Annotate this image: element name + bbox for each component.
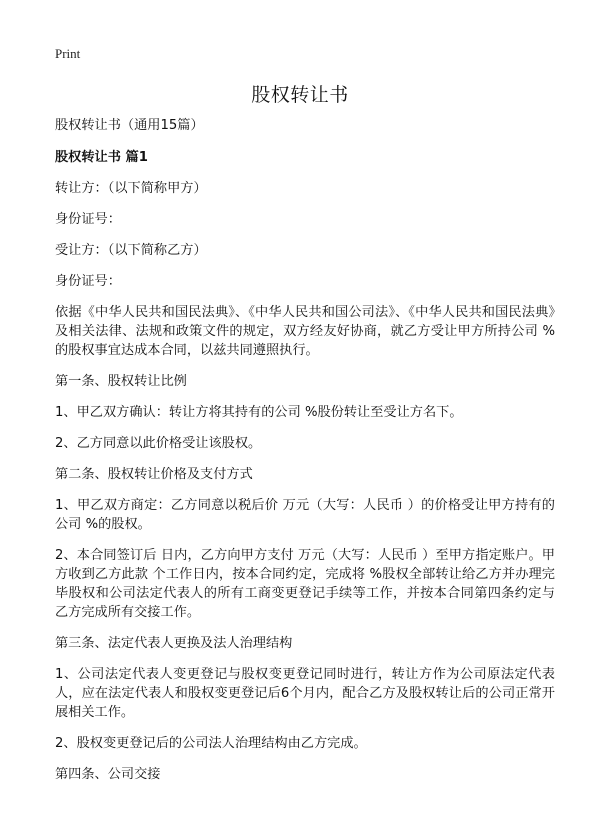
document-subtitle: 股权转让书（通用15篇） <box>55 118 204 133</box>
print-link[interactable]: Print <box>55 46 81 61</box>
transferor-id-field: 身份证号： <box>55 212 121 227</box>
transferor-field: 转让方：（以下简称甲方） <box>55 181 207 196</box>
document-body <box>55 116 555 796</box>
clause-paragraph: 2、乙方同意以此价格受让该股权。 <box>55 436 262 451</box>
article-heading: 第四条、公司交接 <box>55 767 161 782</box>
document-title: 股权转让书 <box>251 84 349 106</box>
clause-paragraph: 1、甲乙双方商定：乙方同意以税后价 万元（大写：人民币 ）的价格受让甲方持有的公司 %的股权。 <box>55 498 555 532</box>
clause-paragraph: 1、甲乙双方确认：转让方将其持有的公司 %股份转让至受让方名下。 <box>55 405 463 420</box>
clause-paragraph: 1、公司法定代表人变更登记与股权变更登记同时进行，转让方作为公司原法定代表人，应在法定代表人和股权变更登记后6个月内，配合乙方及股权转让后的公司正常开展相关工作。 <box>55 667 555 720</box>
transferee-field: 受让方：（以下简称乙方） <box>55 243 207 258</box>
clause-paragraph: 2、本合同签订后 日内，乙方向甲方支付 万元（大写：人民币 ）至甲方指定账户。甲方收到乙方此款 个工作日内，按本合同约定，完成将 %股权全部转让给乙方并办理完毕股权和公司法定代表人的所有工商变更登记手续等工作，并按本合同第四条约定与乙方完成所有交接工作。 <box>55 548 555 620</box>
clause-paragraph: 2、股权变更登记后的公司法人治理结构由乙方完成。 <box>55 736 367 751</box>
transferee-id-field: 身份证号： <box>55 274 121 289</box>
article-heading: 第三条、法定代表人更换及法人治理结构 <box>55 636 293 651</box>
preamble-paragraph: 依据《中华人民共和国民法典》、《中华人民共和国公司法》、《中华人民共和国民法典》及相关法律、法规和政策文件的规定，双方经友好协商，就乙方受让甲方所持公司 %的股权事宜达成本合同，以兹共同遵照执行。 <box>55 305 555 358</box>
section-heading: 股权转让书 篇1 <box>55 150 148 165</box>
article-heading: 第一条、股权转让比例 <box>55 374 187 389</box>
article-heading: 第二条、股权转让价格及支付方式 <box>55 467 253 482</box>
